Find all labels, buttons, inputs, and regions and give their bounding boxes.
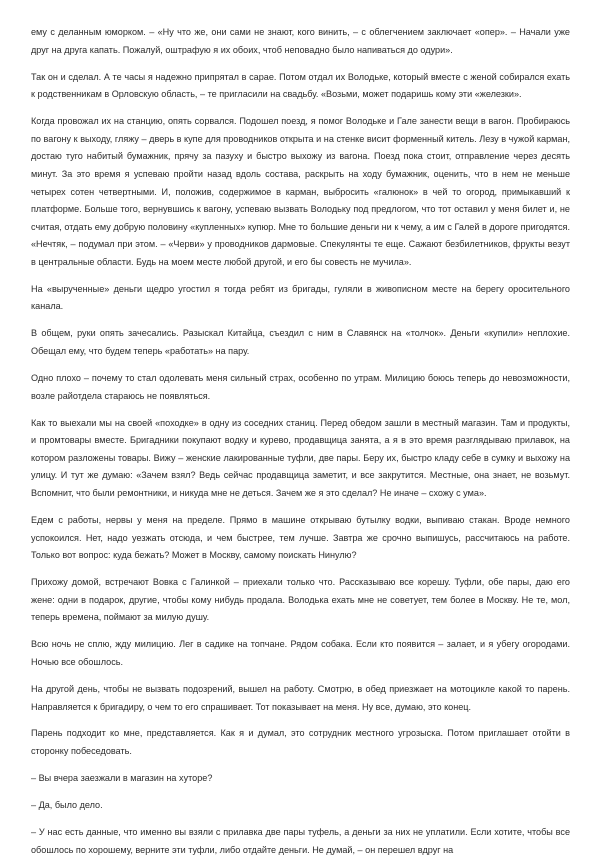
paragraph: – У нас есть данные, что именно вы взяли с прилавка две пары туфель, а деньги за них не уплатили. Если хотите, чтобы все обошлось по хорошему, верните эти туфли, либо отдайте деньги. Не думай, – он перешел вдруг на [31, 827, 570, 855]
paragraph: Едем с работы, нервы у меня на пределе. Прямо в машине открываю бутылку водки, выпиваю стакан. Вроде немного успокоился. Нет, надо уезжать отсюда, и чем быстрее, тем лучше. Завтра же срочно выпишусь, рассчитаюсь на работе. Только вот вопрос: куда бежать? Может в Москву, самому поискать Нинулю? [31, 514, 570, 561]
paragraph: На «вырученные» деньги щедро угостил я тогда ребят из бригады, гуляли в живописном месте на берегу оросительного канала. [31, 283, 570, 312]
paragraph: Одно плохо – почему то стал одолевать меня сильный страх, особенно по утрам. Милицию боюсь теперь до невозможности, возле райотдела стараюсь не появляться. [31, 373, 570, 401]
dialogue-line: – Да, было дело. [31, 800, 103, 811]
paragraph: Прихожу домой, встречают Вовка с Галинкой – приехали только что. Рассказываю все корешу. Туфли, обе пары, даю его жене: одни в подарок, другие, чтобы кому нибудь продала. Володька ехать мне не советует, тем более в Москву. Не те, мол, теперь времена, поймают за милую душу. [31, 577, 570, 623]
dialogue-line: – Вы вчера заезжали в магазин на хуторе? [31, 773, 213, 784]
paragraph: Всю ночь не сплю, жду милицию. Лег в садике на топчане. Рядом собака. Если кто появится – залает, и я убегу огородами. Ночью все обошлось. [31, 639, 570, 667]
paragraph: Как то выехали мы на своей «походке» в одну из соседних станиц. Перед обедом зашли в местный магазин. Там и продукты, и промтовары вместе. Бригадники покупают водку и курево, продавщица занята, а я в это время разглядываю прилавок, на котором разложены товары. Вижу – женские лакированные туфли, две пары. Беру их, быстро кладу себе в сумку и выхожу на улицу. И тут же думаю: «Зачем взял? Ведь сейчас продавщица заметит, и все закрутится. Местные, она знает, не возьмут. Вспомнит, что были ремонтники, и никуда мне не деться. Зачем же я это сделал? Не иначе – схожу с ума». [31, 417, 570, 498]
paragraph: ему с деланным юморком. – «Ну что же, они сами не знают, кого винить, – с облегчением заключает «опер». – Начали уже друг на друга капать. Пожалуй, оштрафую я их обоих, чтоб неповадно было напиваться до одури». [31, 27, 570, 55]
paragraph: Парень подходит ко мне, представляется. Как я и думал, это сотрудник местного угрозыска. Потом приглашает отойти в сторонку побеседовать. [31, 728, 570, 757]
document-text-body [31, 24, 570, 859]
paragraph: На другой день, чтобы не вызвать подозрений, вышел на работу. Смотрю, в обед приезжает на мотоцикле какой то парень. Направляется к бригадиру, о чем то его спрашивает. Тот показывает на меня. Ну все, думаю, это конец. [31, 683, 570, 712]
paragraph: В общем, руки опять зачесались. Разыскал Китайца, съездил с ним в Славянск на «толчок». Деньги «купили» неплохие. Обещал ему, что будем теперь «работать» на пару. [31, 328, 570, 357]
paragraph: Так он и сделал. А те часы я надежно припрятал в сарае. Потом отдал их Володьке, который вместе с женой собирался ехать к родственникам в Орловскую область, – те пригласили на свадьбу. «Возьми, может подаришь кому эти «железки». [31, 71, 570, 100]
paragraph: Когда провожал их на станцию, опять сорвался. Подошел поезд, я помог Володьке и Гале занести вещи в вагон. Пробираюсь по вагону к выходу, гляжу – дверь в купе для проводников открыта и на стенке висит форменный китель. Лезу в чужой карман, достаю туго набитый бумажник, прячу за пазуху и быстро выхожу из вагона. Поезд пока стоит, отправление через десять минут. За это время я успеваю пройти назад вдоль состава, раскрыть на ходу бумажник, оценить, что в нем не меньше четырех сотен четвертными. И, положив, содержимое в карман, выбросить «галюнок» в чей то огород, примыкавший к платформе. Больше того, вернувшись к вагону, успеваю вызвать Володьку под предлогом, что тот оставил у меня билет и, не считая, отдать ему добрую половину «купленных» купюр. Мне то большие деньги ни к чему, а им с Галей в дороге пригодятся. «Нечтяк, – подумал при этом. – «Черви» у проводников дармовые. Спекулянты те еще. Сажают безбилетников, фрукты везут в центральные области. Будь на моем месте любой другой, и его бы совесть не мучила». [31, 116, 570, 267]
